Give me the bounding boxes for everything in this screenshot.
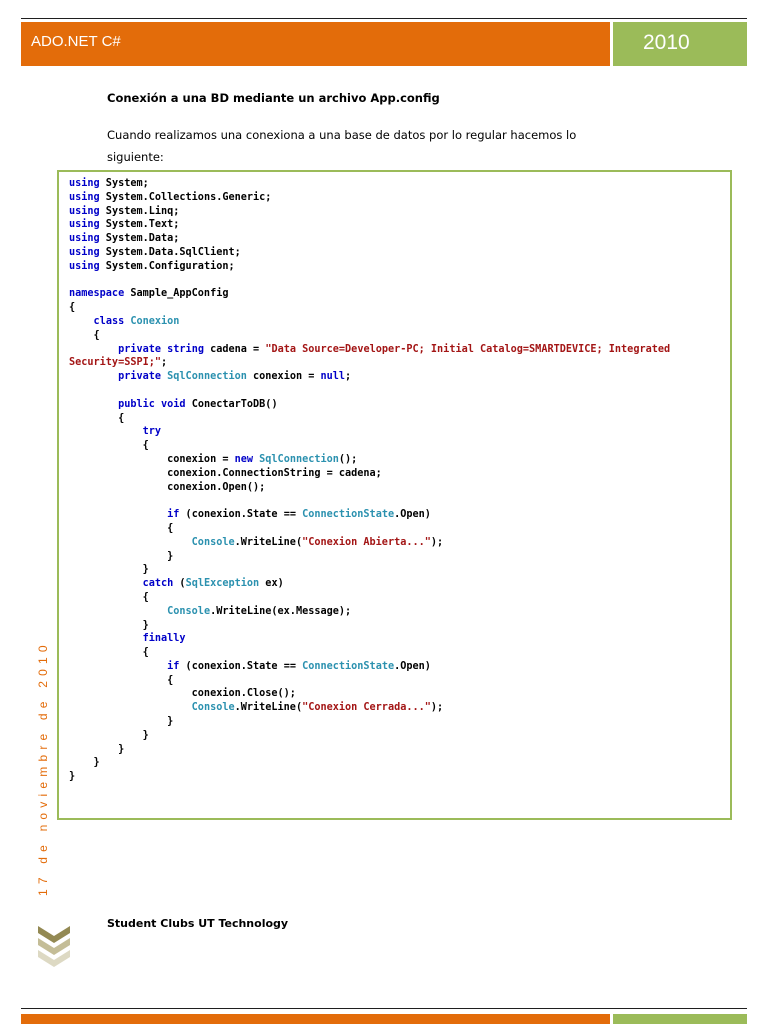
code-token: Security=SSPI;" <box>69 357 162 369</box>
code-line <box>69 563 670 577</box>
code-token: { <box>69 591 149 603</box>
code-token: conexion.ConnectionString = cadena; <box>69 467 382 479</box>
code-token: private <box>118 343 162 355</box>
code-token: } <box>69 550 174 562</box>
code-line <box>69 398 670 412</box>
code-token: using <box>69 219 100 231</box>
code-line <box>69 177 670 191</box>
code-line <box>69 770 670 784</box>
code-line <box>69 232 670 246</box>
code-token <box>69 606 167 617</box>
code-token: Sample_AppConfig <box>124 288 229 300</box>
code-token: } <box>69 729 149 741</box>
code-token: using <box>69 246 100 258</box>
code-line <box>69 660 670 674</box>
code-line <box>69 715 670 729</box>
code-token <box>69 633 143 644</box>
code-line <box>69 384 670 398</box>
code-token: private <box>118 371 162 383</box>
page-header <box>21 18 747 69</box>
code-token: conexion.Close(); <box>69 688 296 700</box>
header-year: 2010 <box>643 31 690 54</box>
code-token: System.Configuration; <box>99 260 235 272</box>
chevron-stack-icon <box>38 926 70 972</box>
code-token: } <box>69 564 149 576</box>
code-token: catch <box>142 578 174 590</box>
footer-text: Student Clubs UT Technology <box>107 917 289 930</box>
code-token <box>69 509 167 520</box>
code-line <box>69 453 670 467</box>
code-token: } <box>69 743 125 755</box>
code-line <box>69 619 670 633</box>
code-token: null <box>320 371 346 383</box>
code-token: Console <box>191 702 235 714</box>
code-token: using <box>69 260 100 272</box>
code-line <box>69 287 670 301</box>
bottom-green-band <box>613 1014 747 1024</box>
code-token <box>69 537 192 548</box>
code-line <box>69 343 670 357</box>
code-token: conexion = <box>69 453 235 465</box>
code-token: Console <box>191 536 235 548</box>
code-token: System.Data; <box>99 233 180 245</box>
code-token: ex) <box>259 578 284 590</box>
code-token: Conexion <box>130 315 180 327</box>
code-token: { <box>69 302 76 314</box>
code-token <box>69 661 167 672</box>
section-heading: Conexión a una BD mediante un archivo App.config <box>107 91 440 105</box>
code-line <box>69 191 670 205</box>
code-line <box>69 687 670 701</box>
code-token: SqlException <box>185 578 260 590</box>
intro-paragraph: Cuando realizamos una conexiona a una base de datos por lo regular hacemos lo siguiente: <box>107 128 577 164</box>
header-title: ADO.NET C# <box>31 33 121 50</box>
code-token: } <box>69 716 174 728</box>
code-token: } <box>69 757 100 769</box>
code-token: Console <box>167 605 211 617</box>
code-line <box>69 329 670 343</box>
code-token: ( <box>173 578 186 590</box>
code-token: using <box>69 178 100 189</box>
code-line <box>69 205 670 219</box>
code-token: System.Collections.Generic; <box>99 191 272 203</box>
code-token <box>69 344 118 355</box>
code-token: .Open) <box>394 660 431 672</box>
code-token: { <box>69 674 174 686</box>
code-line <box>69 260 670 274</box>
code-token: { <box>69 647 149 659</box>
code-line <box>69 605 670 619</box>
code-token <box>69 702 192 713</box>
code-token: { <box>69 412 125 424</box>
code-token: conexion.Open(); <box>69 481 266 493</box>
code-line <box>69 674 670 688</box>
code-token: "Conexion Abierta..." <box>302 536 431 548</box>
code-token: using <box>69 205 100 217</box>
code-token: cadena = <box>203 343 266 355</box>
code-line <box>69 577 670 591</box>
code-token: "Data Source=Developer-PC; Initial Catalog=SMARTDEVICE; Integrated <box>265 343 671 355</box>
code-token: using <box>69 191 100 203</box>
code-token: ; <box>345 371 352 383</box>
code-line <box>69 701 670 715</box>
code-token: .WriteLine(ex.Message); <box>210 605 352 617</box>
code-token <box>69 426 143 437</box>
code-line <box>69 550 670 564</box>
code-token <box>69 371 118 382</box>
code-line <box>69 370 670 384</box>
code-line <box>69 481 670 495</box>
code-line <box>69 743 670 757</box>
code-line <box>69 522 670 536</box>
code-token: System.Data.SqlClient; <box>99 246 241 258</box>
code-token: SqlConnection <box>167 371 247 383</box>
code-line <box>69 536 670 550</box>
code-line <box>69 356 670 370</box>
code-token: using <box>69 233 100 245</box>
code-line <box>69 274 670 288</box>
code-token: (); <box>338 453 358 465</box>
code-token: finally <box>142 633 186 645</box>
code-token: "Conexion Cerrada..." <box>302 702 431 714</box>
code-token: string <box>167 343 204 355</box>
code-token: namespace <box>69 288 125 300</box>
code-line <box>69 591 670 605</box>
code-token: (conexion.State == <box>179 660 303 672</box>
code-token <box>69 399 118 410</box>
code-line <box>69 756 670 770</box>
code-line <box>69 425 670 439</box>
header-year-band <box>613 22 747 66</box>
code-token: if <box>167 660 180 672</box>
code-token: ConnectionState <box>302 509 395 521</box>
code-token <box>69 578 143 589</box>
code-token: System.Text; <box>99 219 180 231</box>
bottom-rule <box>21 1008 747 1009</box>
code-token: System; <box>99 178 149 189</box>
code-token: ; <box>161 357 168 369</box>
code-token: class <box>93 315 125 327</box>
code-token: .WriteLine( <box>234 536 303 548</box>
code-line <box>69 439 670 453</box>
code-token: void <box>161 398 186 410</box>
code-line <box>69 646 670 660</box>
code-token: { <box>69 329 100 341</box>
code-line <box>69 467 670 481</box>
bottom-orange-band <box>21 1014 610 1024</box>
code-token <box>69 316 94 327</box>
code-line <box>69 246 670 260</box>
sidebar-date: 17 de noviembre de 2010 <box>36 640 50 896</box>
code-listing <box>69 177 670 784</box>
code-line <box>69 494 670 508</box>
code-token: { <box>69 440 149 452</box>
code-token: ); <box>430 536 444 548</box>
code-line <box>69 508 670 522</box>
code-line <box>69 412 670 426</box>
code-token: ConnectionState <box>302 660 395 672</box>
code-token: (conexion.State == <box>179 509 303 521</box>
code-line <box>69 218 670 232</box>
code-token: { <box>69 522 174 534</box>
code-token: ConectarToDB() <box>185 398 278 410</box>
code-block <box>57 170 732 820</box>
code-line <box>69 729 670 743</box>
code-token: conexion = <box>246 371 321 383</box>
code-token: new <box>234 453 254 465</box>
code-line <box>69 315 670 329</box>
code-token: System.Linq; <box>99 205 180 217</box>
code-token: ); <box>430 702 444 714</box>
code-token: } <box>69 619 149 631</box>
code-token: .Open) <box>394 509 431 521</box>
code-token: } <box>69 771 76 783</box>
code-token: if <box>167 509 180 521</box>
code-token: public <box>118 398 155 410</box>
code-token: .WriteLine( <box>234 702 303 714</box>
code-token: try <box>142 426 162 438</box>
code-token: SqlConnection <box>259 453 339 465</box>
code-line <box>69 301 670 315</box>
header-title-band <box>21 22 610 66</box>
code-line <box>69 632 670 646</box>
